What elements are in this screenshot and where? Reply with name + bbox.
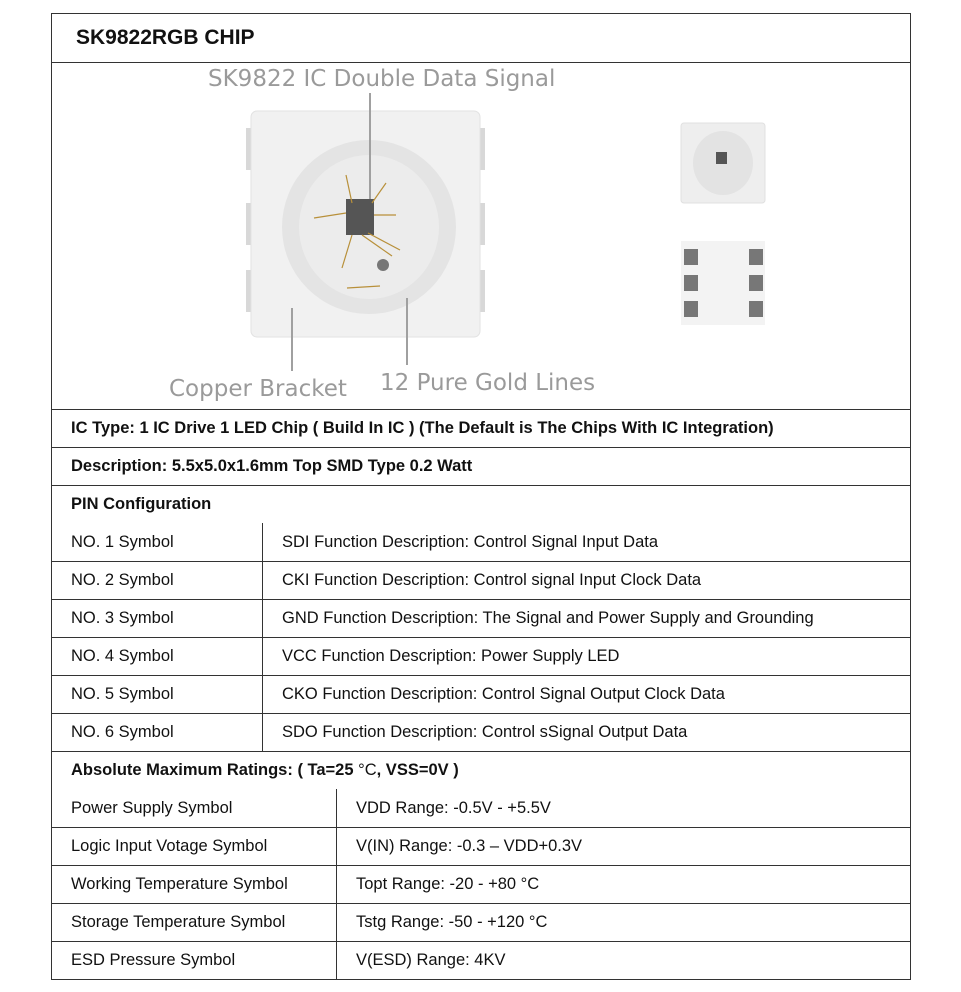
label-gold-lines: 12 Pure Gold Lines: [380, 370, 596, 396]
rating-name: Working Temperature Symbol: [52, 866, 337, 903]
pin-description: SDO Function Description: Control sSignal Output Data: [282, 723, 688, 741]
rating-value: Topt Range: -20 - +80 °C: [356, 875, 540, 893]
spec-table: [51, 13, 911, 980]
pin-number: NO. 4 Symbol: [52, 638, 263, 675]
pin-description: GND Function Description: The Signal and Power Supply and Grounding: [282, 609, 814, 627]
table-row: [52, 675, 910, 713]
table-row: [52, 561, 910, 599]
pin-description: VCC Function Description: Power Supply LED: [282, 647, 620, 665]
ratings-header: [52, 752, 459, 789]
table-row: [52, 941, 910, 979]
rating-name: Power Supply Symbol: [52, 789, 337, 827]
pin-number: NO. 1 Symbol: [52, 523, 263, 561]
table-row: [52, 637, 910, 675]
pin-description: CKO Function Description: Control Signal Output Clock Data: [282, 685, 725, 703]
label-copper-bracket: Copper Bracket: [169, 376, 347, 402]
ratings-table: [52, 789, 910, 979]
pin-table: [52, 523, 910, 751]
rating-name: ESD Pressure Symbol: [52, 942, 337, 979]
rating-name: Logic Input Votage Symbol: [52, 828, 337, 865]
table-row: [52, 523, 910, 561]
pin-number: NO. 3 Symbol: [52, 600, 263, 637]
pin-number: NO. 2 Symbol: [52, 562, 263, 599]
ratings-header-text-2: , VSS=0V ): [376, 761, 459, 779]
rating-value: VDD Range: -0.5V - +5.5V: [356, 798, 551, 817]
table-row: [52, 599, 910, 637]
rating-value: V(IN) Range: -0.3 – VDD+0.3V: [356, 837, 583, 855]
table-title: SK9822RGB CHIP: [76, 26, 255, 49]
rating-value: V(ESD) Range: 4KV: [356, 951, 506, 969]
pin-number: NO. 5 Symbol: [52, 676, 263, 713]
table-row: [52, 827, 910, 865]
pin-description: CKI Function Description: Control signal Input Clock Data: [282, 571, 702, 589]
label-ic: SK9822 IC Double Data Signal: [208, 66, 556, 92]
table-row: [52, 865, 910, 903]
chip-diagram: [52, 62, 910, 409]
ic-type: IC Type: 1 IC Drive 1 LED Chip ( Build In IC ) (The Default is The Chips With IC Integration): [71, 419, 774, 437]
chip-illustration: [52, 63, 910, 409]
description: Description: 5.5x5.0x1.6mm Top SMD Type 0.2 Watt: [71, 457, 473, 475]
rating-name: Storage Temperature Symbol: [52, 904, 337, 941]
ratings-header-text: Absolute Maximum Ratings: ( Ta=25: [71, 761, 359, 779]
pin-number: NO. 6 Symbol: [52, 714, 263, 751]
pin-description: SDI Function Description: Control Signal Input Data: [282, 532, 659, 551]
rating-value: Tstg Range: -50 - +120 °C: [356, 913, 548, 931]
table-row: [52, 903, 910, 941]
table-row: [52, 789, 910, 827]
ratings-header-unit: °C: [358, 761, 377, 779]
table-row: [52, 713, 910, 751]
pin-config-header: PIN Configuration: [71, 495, 212, 513]
